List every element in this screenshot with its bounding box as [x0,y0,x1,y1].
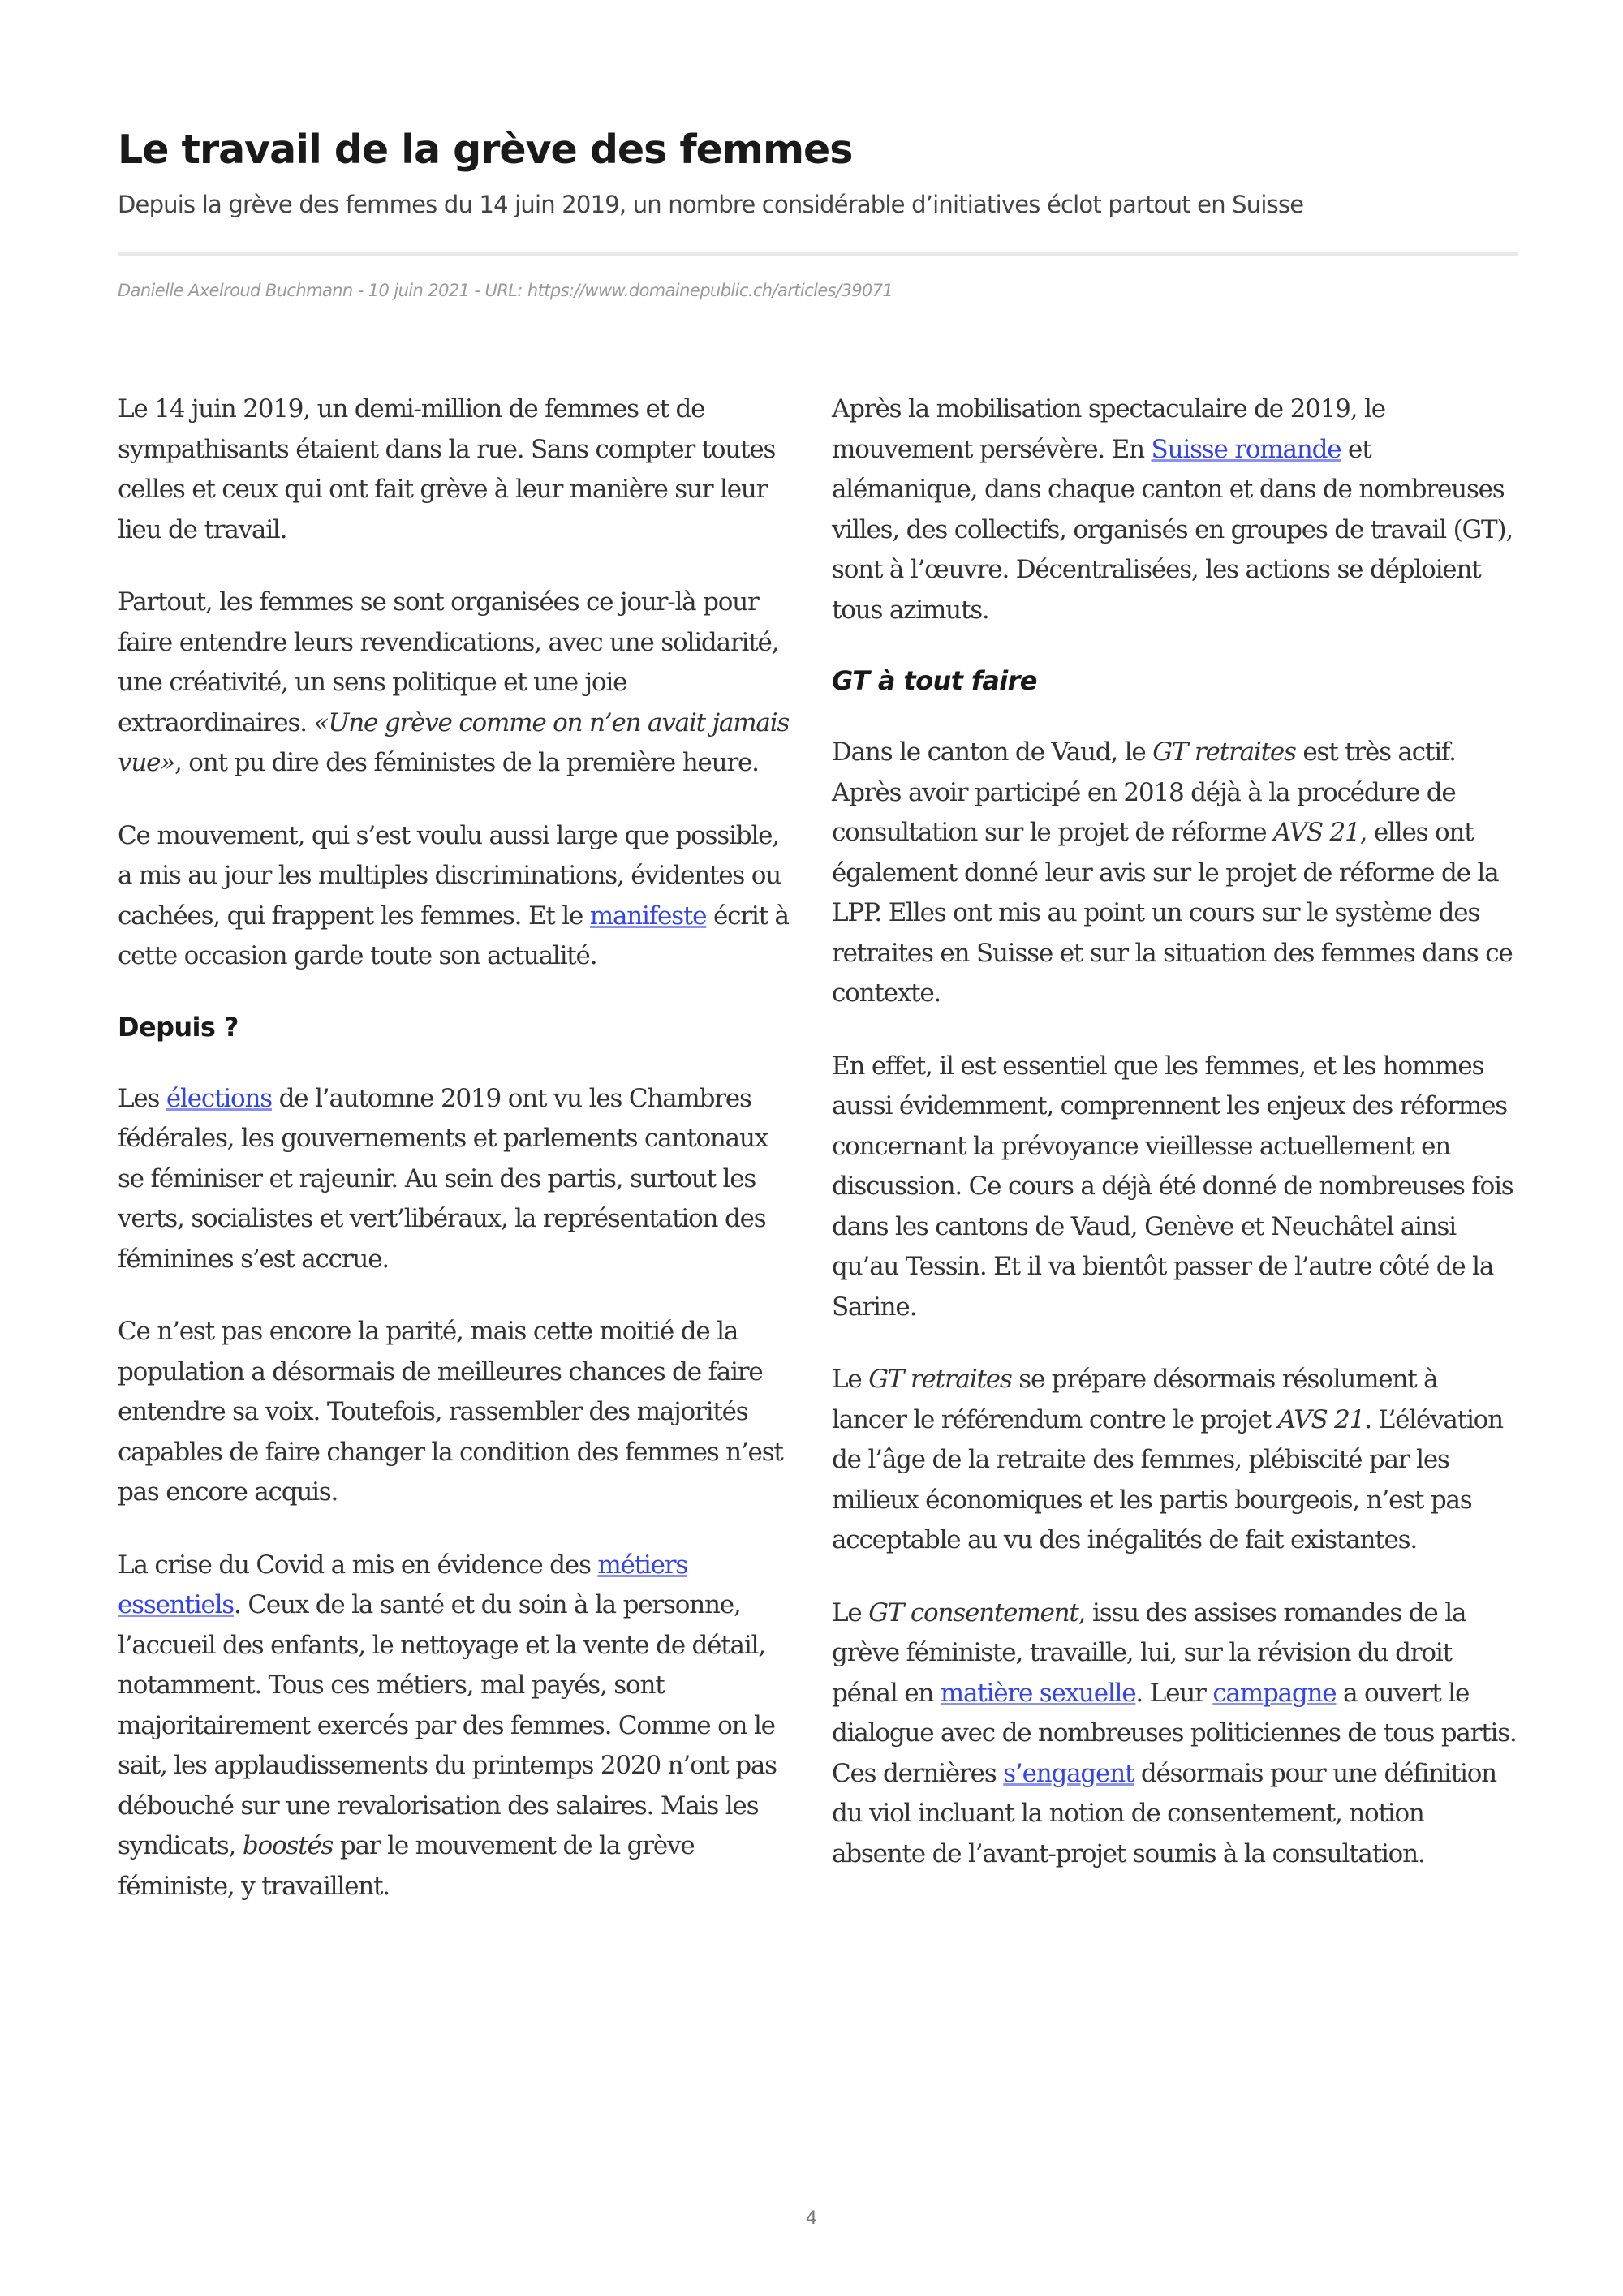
text: Ce mouvement, qui s’est voulu aussi large que possible, a mis au jour les multiples discriminations, évidentes ou cachées, qui frappent les femmes. Et le [118,820,781,931]
link-s-engagent[interactable]: s’engagent [1003,1758,1134,1788]
paragraph [118,1079,795,1280]
text: est très actif. Après avoir participé en 2018 déjà à la procédure de consultation sur le projet de réforme [832,737,1456,847]
emphasis: AVS 21 [1277,1404,1365,1434]
text: . L’élévation de l’âge de la retraite des femmes, plébiscité par les milieux économiques et les partis bourgeois, n’est pas acceptable au vu des inégalités de fait existantes. [832,1404,1503,1554]
link-suisse-romande[interactable]: Suisse romande [1151,434,1341,464]
link-elections[interactable]: élections [166,1083,272,1113]
right-column [832,389,1518,1939]
text: écrit à cette occasion garde toute son actualité. [118,901,789,970]
article [118,122,1518,1901]
text: se prépare désormais résolument à lancer le référendum contre le projet [832,1365,1438,1434]
emphasis: GT consentement [868,1597,1078,1627]
text: La crise du Covid a mis en évidence des [118,1550,598,1580]
emphasis: GT retraites [1152,737,1296,767]
article-title: Le travail de la grève des femmes [118,127,853,173]
article-body [118,389,1518,1939]
article-subtitle: Depuis la grève des femmes du 14 juin 2019, un nombre considérable d’initiatives éclot partout en Suisse [118,191,1304,218]
text: et alémanique, dans chaque canton et dans de nombreuses villes, des collectifs, organisés en groupes de travail (GT), sont à l’œuvre. Décentralisées, les actions se déploient tous azimuts. [832,434,1513,625]
emphasis: AVS 21 [1273,818,1360,847]
text: , issu des assises romandes de la grève féministe, travaille, lui, sur la révision du droit pénal en [832,1597,1466,1708]
text: désormais pour une définition du viol incluant la notion de consentement, notion absente de l’avant-projet soumis à la consultation. [832,1758,1496,1868]
paragraph [118,816,795,977]
paragraph: En effet, il est essentiel que les femmes, et les hommes aussi évidemment, comprennent les enjeux des réformes concernant la prévoyance vieillesse actuellement en discussion. Ce cours a déjà été donné de nombreuses fois dans les cantons de Vaud, Genève et Neuchâtel ainsi qu’au Tessin. Et il va bientôt passer de l’autre côté de la Sarine. [832,1051,1513,1322]
section-heading-depuis: Depuis ? [118,1011,239,1043]
text: par le mouvement de la grève féministe, y travaillent. [118,1831,695,1901]
paragraph [832,1360,1518,1561]
paragraph [118,1546,795,1907]
text: Après la mobilisation spectaculaire de 2019, le mouvement persévère. En [832,394,1385,464]
paragraph: Le 14 juin 2019, un demi-million de femmes et de sympathisants étaient dans la rue. Sans compter toutes celles et ceux qui ont fait grève à leur manière sur leur lieu de travail. [118,394,776,544]
quote: «Une grève comme on n’en avait jamais vue» [118,707,790,777]
text: a ouvert le dialogue avec de nombreuses politiciennes de tous partis. Ces dernières [832,1678,1517,1788]
paragraph [832,1593,1518,1875]
text: Le [832,1365,869,1394]
paragraph [118,583,795,784]
text: Dans le canton de Vaud, le [832,737,1153,767]
text: Les [118,1083,166,1113]
header-divider [118,252,1518,256]
text: . Leur [1135,1678,1213,1708]
paragraph [832,389,1518,630]
paragraph: Ce n’est pas encore la parité, mais cette moitié de la population a désormais de meilleures chances de faire entendre sa voix. Toutefois, rassembler des majorités capables de faire changer la condition des femmes n’est pas encore acquis. [118,1317,783,1507]
page-number: 4 [806,2208,817,2229]
link-matiere-sexuelle[interactable]: matière sexuelle [940,1678,1136,1708]
text: Partout, les femmes se sont organisées ce jour-là pour faire entendre leurs revendications, avec une solidarité, une créativité, un sens politique et une joie extraordinaires. [118,587,779,737]
left-column [118,389,795,1939]
text: Le [832,1597,869,1627]
text: , ont pu dire des féministes de la première heure. [174,748,759,777]
text: , elles ont également donné leur avis sur le projet de réforme de la LPP. Elles ont mis au point un cours sur le système des retraites en Suisse et sur la situation des femmes dans ce contexte. [832,818,1513,1008]
text: . Ceux de la santé et du soin à la personne, l’accueil des enfants, le nettoyage et la vente de détail, notamment. Tous ces métiers, mal payés, sont majoritairement exercés par des femmes. Comme on le sait, les applaudissements du printemps 2020 n’ont pas débouché sur une revalorisation des salaires. Mais les syndicats, [118,1590,777,1860]
paragraph [832,733,1518,1014]
emphasis: GT retraites [868,1365,1012,1394]
link-campagne[interactable]: campagne [1212,1678,1337,1708]
link-metiers-essentiels[interactable]: métiers essentiels [118,1550,688,1619]
article-meta: Danielle Axelroud Buchmann - 10 juin 2021 - URL: https://www.domainepublic.ch/articles/39071 [118,281,893,300]
text: de l’automne 2019 ont vu les Chambres fédérales, les gouvernements et parlements cantonaux se féminiser et rajeunir. Au sein des partis, surtout les verts, socialistes et vert’libéraux, la représentation des féminines s’est accrue. [118,1083,768,1274]
section-heading-gt: GT à tout faire [832,665,1037,696]
emphasis: boostés [242,1831,334,1860]
link-manifeste[interactable]: manifeste [589,901,707,931]
